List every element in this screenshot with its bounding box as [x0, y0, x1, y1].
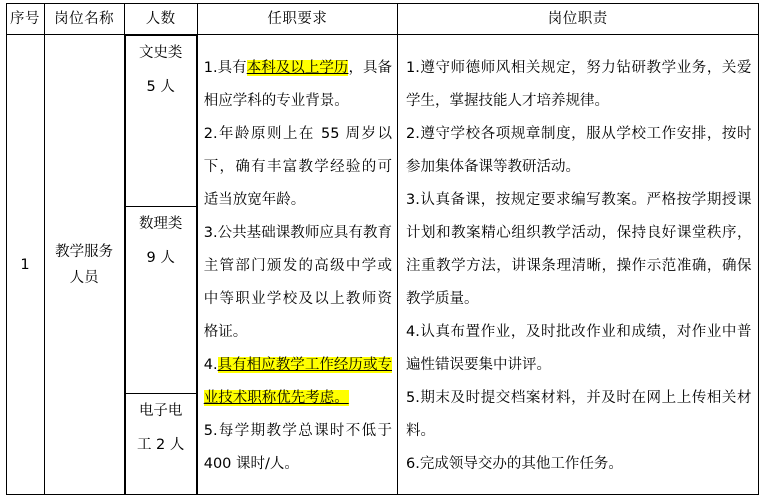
count-number-wenshi: 5 人: [146, 79, 175, 95]
count-category-shuli: 数理类: [138, 216, 183, 232]
cell-duties: [398, 35, 759, 495]
requirements-text: [198, 46, 397, 483]
count-cell-shuli: [126, 207, 196, 393]
table-header-row: [6, 4, 758, 35]
column-header-requirements: 任职要求: [197, 4, 397, 35]
requirement-text: 1.具有: [203, 60, 247, 76]
requirement-text: ，具备相应学科的专业背景。: [203, 60, 393, 109]
duty-item: 6.完成领导交办的其他工作任务。: [406, 456, 623, 472]
count-row-wenshi: [125, 36, 196, 207]
count-row-dianzi: [125, 394, 196, 495]
column-header-count: 人数: [124, 4, 197, 35]
cell-row-number: 1: [6, 35, 44, 495]
post-name-line-1: 教学服务: [55, 243, 114, 260]
requirement-item: [204, 217, 392, 349]
duty-item: 3.认真备课，按规定要求编写教案。严格按学期授课计划和教案精心组织教学活动，保持良好课堂秩序，注重教学方法，讲课条理清晰，操作示范准确，确保教学质量。: [406, 192, 752, 307]
count-cell-dianzi: [126, 394, 196, 494]
requirement-item: [204, 349, 392, 415]
cell-post-name: [44, 35, 124, 495]
post-name-line-2: 人员: [69, 269, 99, 286]
duty-item: 4.认真布置作业，及时批改作业和成绩，对作业中普遍性错误要集中讲评。: [406, 324, 752, 373]
count-subtable: [125, 35, 197, 494]
count-number-dianzi: 工 2 人: [136, 437, 185, 453]
count-row-shuli: [125, 207, 196, 394]
requirement-text: 2.年龄原则上在 55 周岁以下，确有丰富教学经验的可适当放宽年龄。: [203, 126, 392, 208]
duties-text: [398, 46, 758, 483]
requirement-item: [204, 415, 392, 481]
requirement-item: [204, 52, 392, 118]
duty-item: 2.遵守学校各项规章制度，服从学校工作安排，按时参加集体备课等教研活动。: [406, 126, 752, 175]
column-header-post-name: 岗位名称: [44, 4, 124, 35]
duty-item: 1.遵守师德师风相关规定，努力钻研教学业务，关爱学生，掌握技能人才培养规律。: [406, 60, 752, 109]
count-category-wenshi: 文史类: [138, 45, 183, 61]
highlighted-text: 具有相应教学工作经历或专业技术职称优先考虑。: [203, 357, 392, 406]
count-cell-wenshi: [126, 36, 196, 206]
requirement-text: 5.每学期教学总课时不低于 400 课时/人。: [203, 423, 392, 472]
requirement-text: 3.公共基础课教师应具有教育主管部门颁发的高级中学或中等职业学校及以上教师资格证。: [203, 225, 392, 340]
job-requirements-table: [6, 3, 759, 495]
column-header-duties: 岗位职责: [398, 4, 759, 35]
requirement-item: [204, 118, 392, 217]
cell-requirements: [197, 35, 397, 495]
count-number-shuli: 9 人: [146, 250, 175, 266]
count-category-dianzi: 电子电: [138, 403, 183, 419]
table-row: [6, 35, 758, 495]
cell-count-group: [124, 35, 197, 495]
highlighted-text: 本科及以上学历: [246, 60, 349, 76]
duty-item: 5.期末及时提交档案材料，并及时在网上上传相关材料。: [406, 390, 752, 439]
column-header-no: 序号: [6, 4, 44, 35]
requirement-text: 4.: [203, 357, 218, 373]
